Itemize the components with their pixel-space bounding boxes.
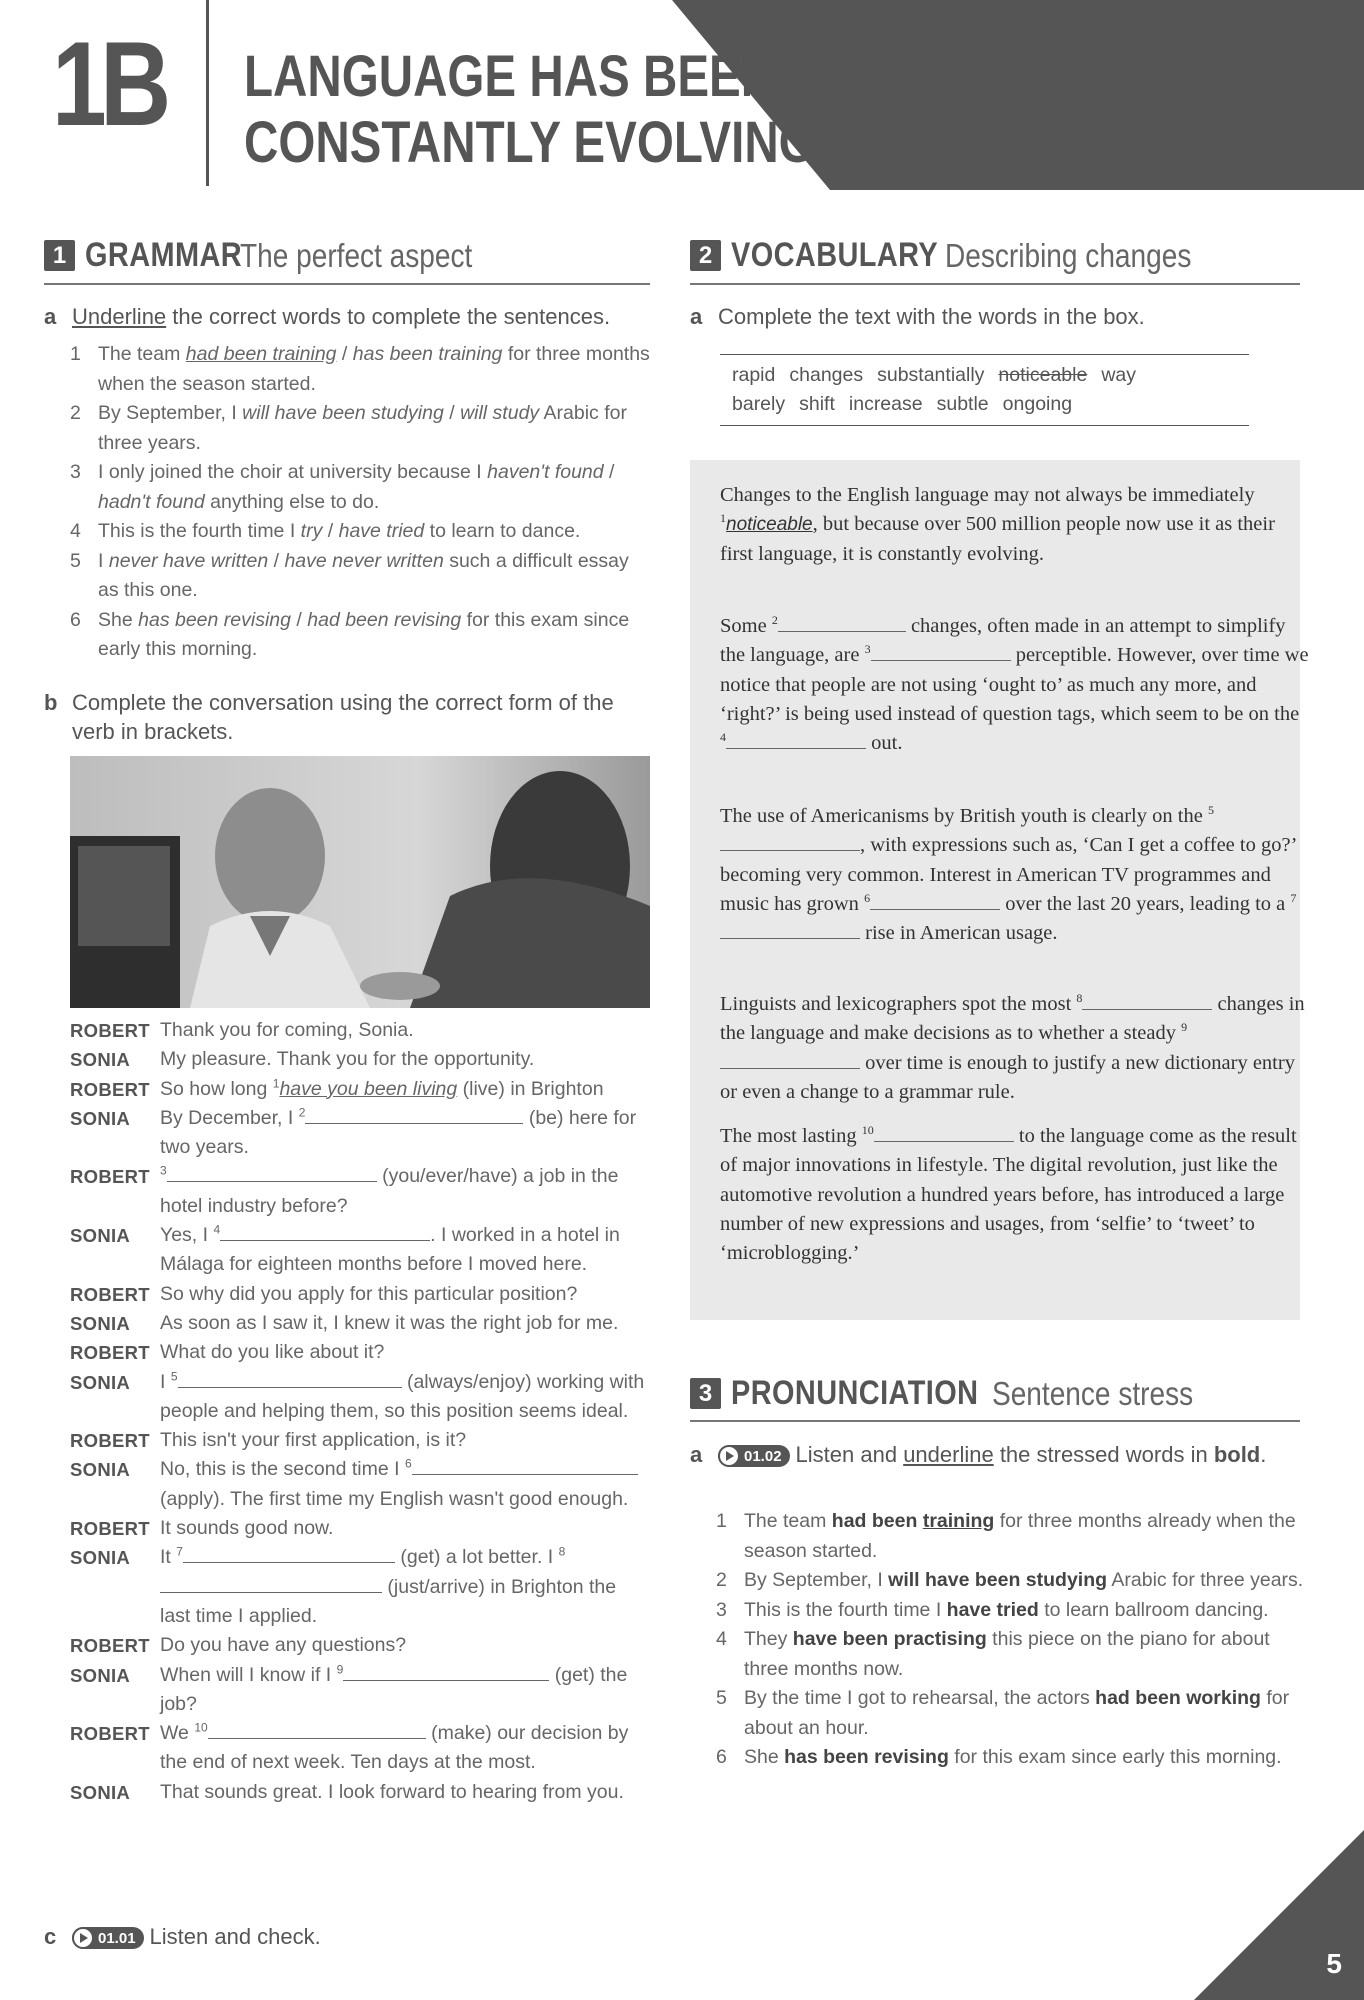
gap-number: 2 bbox=[771, 613, 778, 628]
option-2[interactable]: hadn't found bbox=[98, 490, 205, 513]
speaker-name: SONIA bbox=[70, 1664, 131, 1686]
answer-blank[interactable] bbox=[305, 1123, 523, 1124]
task-instruction: Complete the text with the words in the box. bbox=[718, 304, 1145, 329]
section-rule bbox=[44, 283, 650, 285]
text: By December, I bbox=[160, 1106, 299, 1129]
word-box-word: substantially bbox=[877, 364, 985, 386]
answer-blank[interactable] bbox=[1082, 1009, 1212, 1010]
gap-number: 5 bbox=[1207, 803, 1214, 818]
task-letter: a bbox=[690, 1442, 703, 1467]
text: , with expressions such as, ‘Can I get a coffee to go?’ becoming very common. Interest in American TV programmes and music has grown bbox=[720, 834, 1296, 915]
unit-title-line2: CONSTANTLY EVOLVING bbox=[244, 110, 816, 175]
conversation-line bbox=[70, 1514, 650, 1543]
text: perceptible. However, over time we notice that people are not using ‘ought to’ as much any more, and ‘right?’ is being used instead of question tags, which seem to be on the bbox=[720, 644, 1309, 725]
line-text bbox=[160, 1631, 650, 1660]
speaker-name: ROBERT bbox=[70, 1635, 150, 1657]
text: . I worked in a hotel in Málaga for eighteen months before I moved here. bbox=[160, 1224, 620, 1276]
item-text bbox=[98, 340, 650, 399]
conversation-line bbox=[70, 1309, 650, 1338]
item-text bbox=[744, 1743, 1282, 1773]
text: The team bbox=[744, 1510, 832, 1532]
stressed-word-underlined: training bbox=[922, 1510, 995, 1532]
conversation bbox=[70, 1016, 650, 1807]
task-letter: b bbox=[44, 690, 58, 715]
text: She bbox=[98, 608, 139, 631]
option-1[interactable]: had been training bbox=[185, 343, 337, 365]
text: (just/arrive) in Brighton the last time I applied. bbox=[160, 1575, 617, 1627]
gap-number: 3 bbox=[864, 642, 871, 657]
stressed-words: will have been studying bbox=[888, 1569, 1108, 1591]
answer-blank[interactable] bbox=[178, 1387, 402, 1388]
speaker-name: SONIA bbox=[70, 1781, 131, 1803]
text: Linguists and lexicographers spot the most bbox=[720, 993, 1077, 1015]
text: anything else to do. bbox=[204, 490, 380, 513]
text: to the language come as the result of major innovations in lifestyle. The digital revolution, just like the automotive revolution a hundred years before, has introduced a large number of new expressions and usages, from ‘selfie’ to ‘tweet’ to ‘microblogging.’ bbox=[720, 1125, 1297, 1265]
answer-blank[interactable] bbox=[871, 660, 1011, 661]
speaker-name: SONIA bbox=[70, 1225, 131, 1247]
option-2[interactable]: had been revising bbox=[307, 608, 462, 631]
line-text bbox=[160, 1368, 650, 1427]
text: I only joined the choir at university because I bbox=[98, 461, 488, 483]
line-text bbox=[160, 1514, 650, 1543]
word-box-word: barely bbox=[732, 393, 786, 415]
grammar-item bbox=[70, 547, 650, 606]
example-answer: noticeable bbox=[726, 514, 813, 536]
speaker-name: ROBERT bbox=[70, 1342, 150, 1364]
speaker-name: ROBERT bbox=[70, 1166, 150, 1188]
grammar-item bbox=[70, 458, 650, 517]
word-box-word: changes bbox=[789, 364, 864, 386]
speaker-name: SONIA bbox=[70, 1312, 131, 1334]
text: / bbox=[443, 402, 461, 424]
line-text bbox=[160, 1162, 650, 1221]
line-text bbox=[160, 1778, 650, 1807]
text: So how long bbox=[160, 1077, 273, 1100]
answer-blank[interactable] bbox=[778, 631, 906, 632]
audio-track-button[interactable] bbox=[72, 1927, 144, 1949]
text: for three months already when the season started. bbox=[744, 1510, 1296, 1562]
text: As soon as I saw it, I knew it was the right job for me. bbox=[160, 1311, 619, 1334]
stressed-words: have tried bbox=[946, 1598, 1039, 1621]
line-text bbox=[160, 1280, 650, 1309]
gap-number: 10 bbox=[861, 1123, 874, 1138]
text: So why did you apply for this particular position? bbox=[160, 1282, 578, 1305]
stressed-words: have been practising bbox=[792, 1628, 987, 1650]
option-2[interactable]: will study bbox=[460, 402, 540, 424]
text: (get) the job? bbox=[160, 1663, 628, 1715]
text: It bbox=[160, 1546, 177, 1569]
text: That sounds great. I look forward to hearing from you. bbox=[160, 1780, 624, 1803]
task-underline-word: underline bbox=[903, 1442, 994, 1467]
item-number: 5 bbox=[70, 549, 81, 572]
text: such a difficult essay as this one. bbox=[98, 549, 629, 601]
item-number: 3 bbox=[716, 1598, 727, 1621]
line-text bbox=[160, 1045, 650, 1074]
section-number: 3 bbox=[690, 1378, 721, 1409]
speaker-name: ROBERT bbox=[70, 1283, 150, 1305]
play-icon bbox=[718, 1445, 740, 1467]
section-number: 1 bbox=[44, 240, 75, 271]
option-2[interactable]: have tried bbox=[338, 520, 425, 542]
answer-blank[interactable] bbox=[208, 1738, 426, 1739]
speaker-name: SONIA bbox=[70, 1459, 131, 1481]
conversation-line bbox=[70, 1016, 650, 1045]
stressed-words: has been revising bbox=[784, 1746, 949, 1768]
item-number: 6 bbox=[70, 608, 81, 631]
audio-track-number: 01.01 bbox=[98, 1929, 136, 1947]
line-text bbox=[160, 1221, 650, 1280]
paragraph-4 bbox=[720, 990, 1310, 1107]
text: Some bbox=[720, 615, 772, 637]
text: This is the fourth time I bbox=[744, 1598, 947, 1621]
grammar-item bbox=[70, 606, 650, 665]
word-box-row bbox=[732, 390, 1237, 419]
line-text bbox=[160, 1543, 650, 1631]
option-2[interactable]: have never written bbox=[284, 549, 444, 572]
section-subtitle: Sentence stress bbox=[992, 1374, 1194, 1412]
item-number: 4 bbox=[70, 520, 81, 542]
word-box-word: ongoing bbox=[1002, 393, 1073, 415]
conversation-line bbox=[70, 1162, 650, 1221]
item-text bbox=[98, 399, 650, 458]
grammar-item bbox=[70, 517, 650, 547]
line-text bbox=[160, 1426, 650, 1455]
conversation-line bbox=[70, 1221, 650, 1280]
line-text bbox=[160, 1104, 650, 1163]
section-title: GRAMMAR bbox=[85, 236, 243, 274]
gap-number: 6 bbox=[864, 891, 871, 906]
conversation-line bbox=[70, 1338, 650, 1367]
grammar-task-c bbox=[44, 1924, 321, 1950]
text: (live) in Brighton bbox=[457, 1077, 604, 1100]
task-instruction: the correct words to complete the sentences. bbox=[166, 304, 611, 329]
word-box-row bbox=[732, 361, 1237, 390]
item-number: 6 bbox=[716, 1746, 727, 1768]
grammar-task-b bbox=[44, 688, 654, 746]
pronunciation-item bbox=[716, 1625, 1306, 1684]
text: , but because over 500 million people now use it as their first language, it is constantly evolving. bbox=[720, 513, 1275, 565]
play-icon bbox=[72, 1927, 94, 1949]
grammar-items bbox=[70, 340, 650, 665]
pronunciation-item bbox=[716, 1743, 1306, 1773]
item-text bbox=[98, 547, 650, 606]
task-instruction: the stressed words in bbox=[993, 1442, 1214, 1467]
vocabulary-heading bbox=[690, 236, 1234, 275]
task-letter: a bbox=[44, 304, 57, 329]
text: The team bbox=[98, 343, 186, 365]
word-box-word: shift bbox=[799, 393, 835, 415]
line-text bbox=[160, 1016, 650, 1045]
item-number: 1 bbox=[716, 1510, 727, 1532]
speaker-name: ROBERT bbox=[70, 1518, 150, 1540]
item-number: 2 bbox=[70, 402, 81, 424]
section-subtitle: Describing changes bbox=[944, 236, 1192, 274]
text: We bbox=[160, 1722, 195, 1745]
text: When will I know if I bbox=[160, 1663, 337, 1686]
grammar-task-a bbox=[44, 304, 654, 330]
gap-number: 7 bbox=[176, 1544, 183, 1559]
gap-number: 6 bbox=[404, 1456, 412, 1471]
grammar-heading bbox=[44, 236, 513, 275]
gap-number: 4 bbox=[720, 730, 726, 745]
answer-blank[interactable] bbox=[874, 1141, 1014, 1142]
pronunciation-task-a bbox=[690, 1440, 1290, 1469]
text: / bbox=[290, 608, 308, 631]
section-number: 2 bbox=[690, 240, 721, 271]
text: over the last 20 years, leading to a bbox=[1000, 892, 1291, 915]
conversation-line bbox=[70, 1778, 650, 1807]
task-underline-word: Underline bbox=[72, 304, 167, 329]
text: I bbox=[160, 1370, 171, 1393]
item-text bbox=[98, 517, 580, 547]
text: My pleasure. Thank you for the opportunity. bbox=[160, 1048, 535, 1071]
text: for about an hour. bbox=[744, 1687, 1290, 1739]
text: This isn't your first application, is it? bbox=[160, 1429, 467, 1452]
answer-blank[interactable] bbox=[343, 1680, 549, 1681]
text: They bbox=[744, 1628, 793, 1650]
answer-blank[interactable] bbox=[720, 850, 860, 851]
text: It sounds good now. bbox=[160, 1517, 334, 1540]
text: over time is enough to justify a new dictionary entry or even a change to a grammar rule. bbox=[720, 1051, 1295, 1103]
speaker-name: SONIA bbox=[70, 1371, 131, 1393]
pronunciation-item bbox=[716, 1596, 1306, 1626]
option-1[interactable]: has been revising bbox=[138, 608, 291, 631]
header-divider bbox=[206, 0, 209, 186]
item-text bbox=[744, 1507, 1306, 1566]
conversation-line bbox=[70, 1075, 650, 1104]
conversation-line bbox=[70, 1661, 650, 1720]
text: Changes to the English language may not always be immediately bbox=[720, 484, 1255, 506]
audio-track-button[interactable] bbox=[718, 1445, 790, 1467]
answer-blank[interactable] bbox=[726, 748, 866, 749]
item-text bbox=[744, 1566, 1303, 1596]
section-title: PRONUNCIATION bbox=[731, 1374, 979, 1412]
gap-number: 7 bbox=[1290, 891, 1297, 906]
conversation-line bbox=[70, 1631, 650, 1660]
audio-track-number: 01.02 bbox=[744, 1447, 782, 1465]
grammar-item bbox=[70, 340, 650, 399]
section-rule bbox=[690, 1420, 1300, 1422]
conversation-line bbox=[70, 1426, 650, 1455]
unit-number: 1B bbox=[52, 17, 165, 151]
text: / bbox=[336, 343, 353, 365]
conversation-line bbox=[70, 1104, 650, 1163]
speaker-name: ROBERT bbox=[70, 1078, 150, 1100]
page-number: 5 bbox=[1326, 1948, 1342, 1979]
item-number: 1 bbox=[70, 343, 81, 365]
gap-number: 4 bbox=[213, 1222, 221, 1237]
word-box-word: way bbox=[1101, 364, 1137, 386]
pronunciation-item bbox=[716, 1566, 1306, 1596]
answer-blank[interactable] bbox=[870, 909, 1000, 910]
conversation-line bbox=[70, 1719, 650, 1778]
item-text bbox=[98, 606, 650, 665]
gap-number: 5 bbox=[170, 1369, 178, 1384]
text: for this exam since early this morning. bbox=[98, 608, 630, 660]
task-instruction: Listen and check. bbox=[149, 1924, 321, 1949]
answer-blank[interactable] bbox=[167, 1181, 377, 1182]
gap-number: 10 bbox=[194, 1720, 208, 1735]
text: I bbox=[98, 549, 109, 572]
speaker-name: SONIA bbox=[70, 1049, 131, 1071]
line-text bbox=[160, 1661, 650, 1720]
text: (you/ever/have) a job in the hotel industry before? bbox=[160, 1165, 619, 1217]
item-text bbox=[98, 458, 650, 517]
text: She bbox=[744, 1746, 785, 1768]
text: / bbox=[322, 520, 339, 542]
answer-blank[interactable] bbox=[183, 1562, 395, 1563]
task-letter: c bbox=[44, 1924, 57, 1949]
text: Thank you for coming, Sonia. bbox=[160, 1019, 414, 1041]
text: (make) our decision by the end of next week. Ten days at the most. bbox=[160, 1722, 629, 1774]
text: changes in the language and make decisions as to whether a steady bbox=[720, 993, 1305, 1045]
task-instruction: Complete the conversation using the correct form of the verb in brackets. bbox=[72, 690, 614, 744]
example-answer: have you been living bbox=[279, 1077, 458, 1100]
task-instruction: . bbox=[1260, 1442, 1267, 1467]
gap-number: 3 bbox=[160, 1163, 167, 1178]
speaker-name: SONIA bbox=[70, 1107, 131, 1129]
text: for three months when the season started. bbox=[98, 343, 650, 395]
answer-blank[interactable] bbox=[720, 1068, 860, 1069]
gap-number: 1 bbox=[720, 511, 726, 526]
paragraph-3 bbox=[720, 802, 1310, 948]
paragraph-5 bbox=[720, 1122, 1310, 1268]
text: (always/enjoy) working with people and helping them, so this position seems ideal. bbox=[160, 1370, 645, 1422]
option-1[interactable]: will have been studying bbox=[242, 402, 444, 424]
item-number: 2 bbox=[716, 1569, 727, 1591]
conversation-line bbox=[70, 1280, 650, 1309]
conversation-line bbox=[70, 1455, 650, 1514]
paragraph-1 bbox=[720, 481, 1310, 569]
conversation-line bbox=[70, 1368, 650, 1427]
text: The use of Americanisms by British youth is clearly on the bbox=[720, 805, 1208, 827]
text: (apply). The first time my English wasn't good enough. bbox=[160, 1487, 629, 1510]
text: (get) a lot better. I bbox=[394, 1546, 559, 1569]
section-title: VOCABULARY bbox=[731, 236, 939, 274]
conversation-line bbox=[70, 1045, 650, 1074]
task-instruction: Listen and bbox=[795, 1442, 904, 1467]
option-1[interactable]: haven't found bbox=[487, 461, 604, 483]
text: / bbox=[603, 461, 615, 483]
text: What do you like about it? bbox=[160, 1341, 385, 1364]
unit-title bbox=[244, 44, 816, 176]
task-letter: a bbox=[690, 304, 703, 329]
conversation-line bbox=[70, 1543, 650, 1631]
word-box-word: subtle bbox=[936, 393, 989, 415]
text: this piece on the piano for about three months now. bbox=[744, 1628, 1270, 1680]
text: Arabic for three years. bbox=[1107, 1569, 1304, 1591]
item-number: 5 bbox=[716, 1687, 727, 1709]
text: By September, I bbox=[98, 402, 243, 424]
speaker-name: ROBERT bbox=[70, 1723, 150, 1745]
word-box-word: rapid bbox=[732, 364, 776, 386]
text: for this exam since early this morning. bbox=[948, 1746, 1282, 1768]
task-bold-word: bold bbox=[1213, 1442, 1261, 1467]
answer-blank[interactable] bbox=[720, 938, 860, 939]
word-box-word: increase bbox=[848, 393, 923, 415]
text: Yes, I bbox=[160, 1224, 214, 1247]
answer-blank[interactable] bbox=[220, 1240, 430, 1241]
text: By the time I got to rehearsal, the actors bbox=[744, 1687, 1096, 1709]
gap-number: 2 bbox=[298, 1105, 306, 1120]
text: rise in American usage. bbox=[860, 922, 1058, 945]
gap-number: 1 bbox=[272, 1076, 280, 1091]
stressed-words: had been working bbox=[1095, 1687, 1261, 1709]
interview-photo bbox=[70, 756, 650, 1008]
text: By September, I bbox=[744, 1569, 889, 1591]
gap-number: 8 bbox=[1076, 991, 1083, 1006]
answer-blank[interactable] bbox=[160, 1592, 382, 1593]
text: No, this is the second time I bbox=[160, 1458, 405, 1481]
item-text bbox=[744, 1684, 1306, 1743]
unit-title-line1: LANGUAGE HAS BEEN bbox=[244, 44, 776, 109]
gap-number: 9 bbox=[1181, 1020, 1188, 1035]
item-text bbox=[744, 1596, 1269, 1626]
grammar-item bbox=[70, 399, 650, 458]
pronunciation-item bbox=[716, 1507, 1306, 1566]
speaker-name: SONIA bbox=[70, 1547, 131, 1569]
gap-number: 8 bbox=[558, 1544, 566, 1559]
option-1[interactable]: never have written bbox=[108, 549, 269, 572]
pronunciation-heading bbox=[690, 1374, 1229, 1413]
line-text bbox=[160, 1719, 650, 1778]
line-text bbox=[160, 1338, 650, 1367]
word-box bbox=[720, 354, 1249, 426]
text: out. bbox=[866, 732, 903, 755]
stressed-words: had been bbox=[831, 1510, 923, 1532]
speaker-name: ROBERT bbox=[70, 1020, 150, 1041]
speaker-name: ROBERT bbox=[70, 1430, 150, 1452]
text: (be) here for two years. bbox=[160, 1106, 637, 1159]
line-text bbox=[160, 1455, 650, 1514]
pronunciation-items bbox=[716, 1507, 1306, 1773]
pronunciation-item bbox=[716, 1684, 1306, 1743]
text: to learn ballroom dancing. bbox=[1038, 1598, 1269, 1621]
text: to learn to dance. bbox=[424, 520, 581, 542]
vocabulary-task-a bbox=[690, 304, 1145, 330]
word-box-word: noticeable bbox=[998, 364, 1088, 386]
section-rule bbox=[690, 283, 1300, 285]
option-1[interactable]: try bbox=[300, 520, 323, 542]
line-text bbox=[160, 1075, 650, 1104]
text: / bbox=[268, 549, 285, 572]
answer-blank[interactable] bbox=[412, 1474, 638, 1475]
option-2[interactable]: has been training bbox=[352, 343, 503, 365]
text: Arabic for three years. bbox=[98, 402, 627, 454]
item-number: 3 bbox=[70, 461, 81, 483]
section-subtitle: The perfect aspect bbox=[239, 236, 473, 274]
text: changes, often made in an attempt to simplify the language, are bbox=[720, 615, 1286, 667]
text: This is the fourth time I bbox=[98, 520, 301, 542]
item-number: 4 bbox=[716, 1628, 727, 1650]
item-text bbox=[744, 1625, 1306, 1684]
gap-number: 9 bbox=[336, 1662, 344, 1677]
line-text bbox=[160, 1309, 650, 1338]
text: Do you have any questions? bbox=[160, 1634, 407, 1657]
text: The most lasting bbox=[720, 1125, 862, 1147]
paragraph-2 bbox=[720, 612, 1310, 758]
